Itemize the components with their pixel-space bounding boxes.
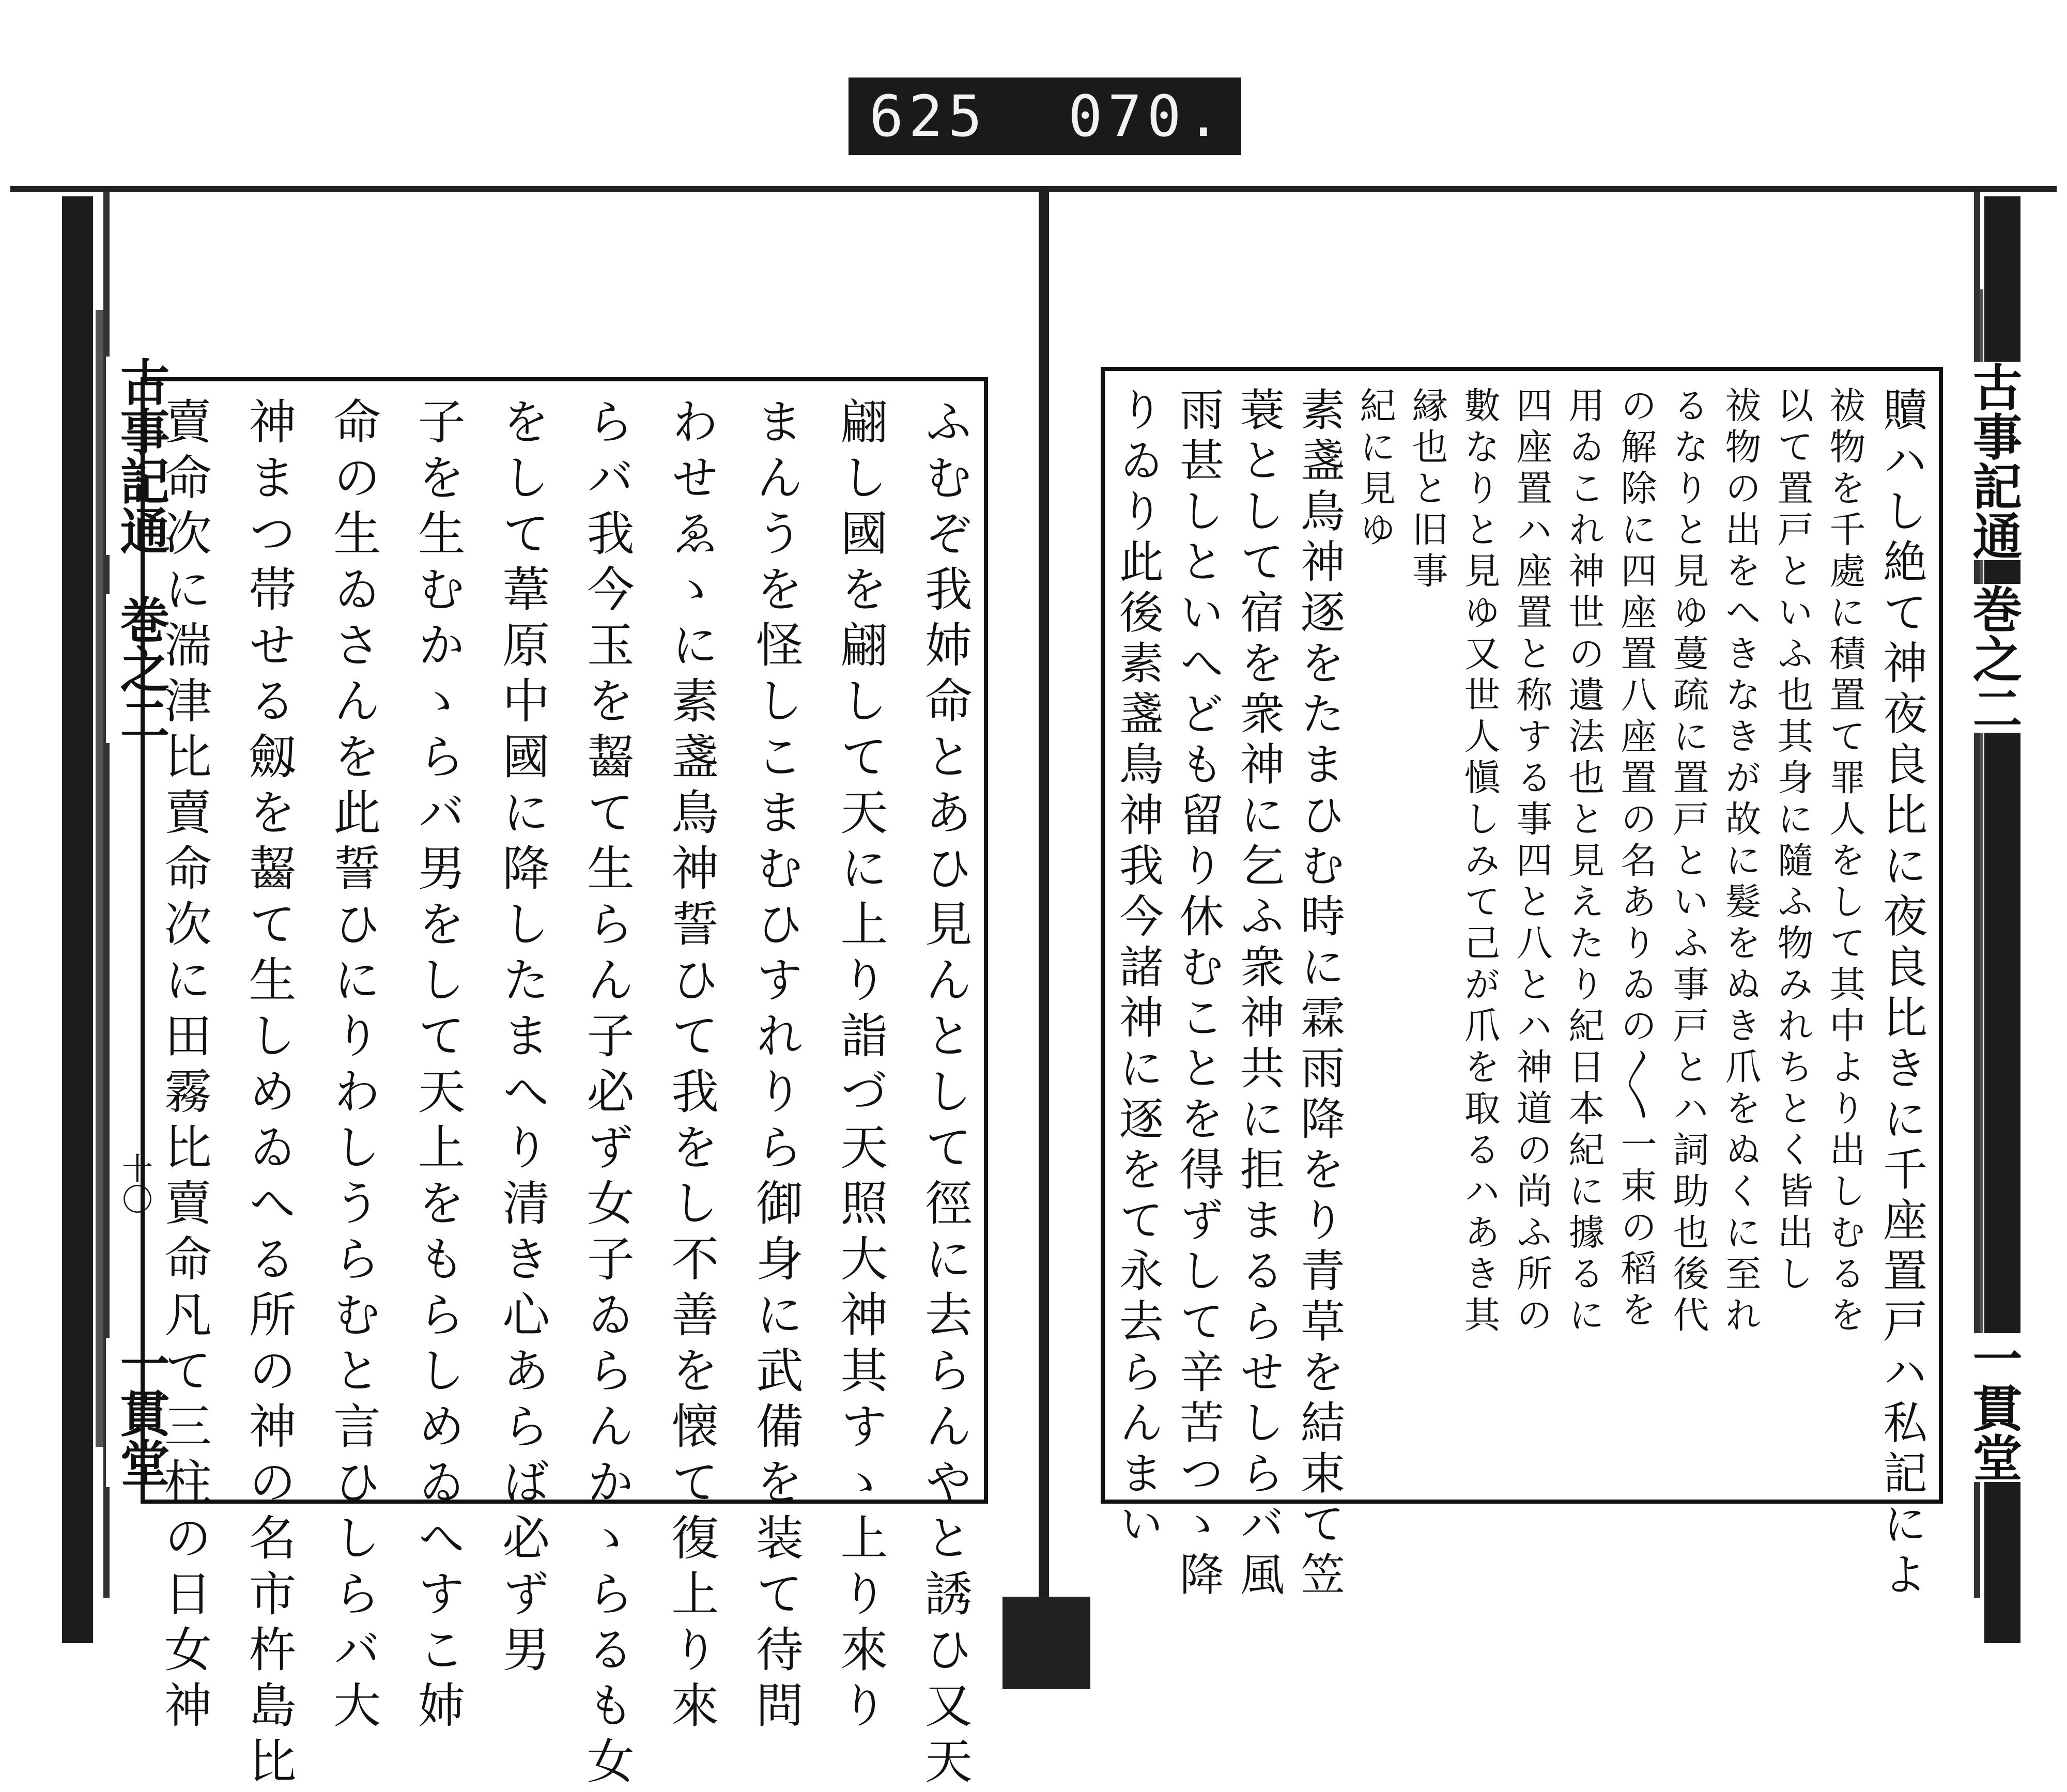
text-column: をして葦原中國に降したまへり清き心あらば必ず男 [495, 397, 550, 1680]
right-text-frame [1101, 367, 1943, 1602]
text-column: わせゑゝに素盞鳥神誓ひて我をし不善を懐て復上り來 [664, 397, 719, 1736]
text-column: まんうを怪しこまむひすれりら御身に武備を装て待問 [748, 397, 804, 1736]
text-column: 贖ハし絶て神夜良比に夜良比きに千座置戸ハ私記によ [1875, 387, 1927, 1602]
text-column: らバ我今玉を齧て生らん子必ず女子ゐらんかゝらるも女 [579, 397, 635, 1792]
right-text-columns [1112, 387, 1927, 1602]
text-column: りゐり此後素盞鳥神我今諸神に逐をて永去らんまい [1112, 387, 1163, 1551]
text-column: 雨甚しといへども留り休むことを得ずして辛苦つゝ降 [1172, 387, 1224, 1602]
text-column: 翩し國を翩して天に上り詣づ天照大神其すゝ上り來り [832, 397, 888, 1736]
spine-base [1002, 1597, 1090, 1689]
text-column: 命の生ゐさんを此誓ひにりわしうらむと言ひしらバ大 [326, 397, 381, 1736]
text-column: 蓑として宿を衆神に乞ふ衆神共に拒まるらせしらバ風 [1232, 387, 1284, 1602]
left-margin-publisher: 一貫堂 [106, 1338, 177, 1487]
left-text-columns [157, 397, 973, 1792]
right-margin-volume: 巻之二 [1958, 584, 2029, 733]
right-margin-publisher: 一貫堂 [1958, 1333, 2029, 1482]
left-margin-volume: 巻之二 [106, 594, 177, 743]
text-column: ふむぞ我姉命とあひ見んとして徑に去らんやと誘ひ又天 [917, 397, 973, 1792]
right-margin-title: 古事記通 [1958, 362, 2029, 560]
book-spine [1039, 186, 1049, 1628]
annotation-column: 數なりと見ゆ又世人愼しみて己が爪を取るハあき其 [1458, 387, 1501, 1337]
book-top-edge [10, 186, 2057, 192]
archive-code-strip [849, 78, 1241, 155]
left-text-frame [141, 377, 988, 1792]
left-margin-title: 古事記通 [106, 357, 177, 555]
annotation-column: 紀に見ゆ [1354, 387, 1396, 552]
text-column: 賣命次に湍津比賣命次に田霧比賣命凡て三柱の日女神 [157, 397, 212, 1736]
left-book-edge [62, 196, 93, 1643]
annotation-column: 用ゐこれ神世の遺法也と見えたり紀日本紀に據るに [1563, 387, 1605, 1337]
annotation-column: 縁也と旧事 [1406, 387, 1448, 593]
annotation-column: 以て置戸といふ也其身に隨ふ物みれちとく皆出し [1771, 387, 1814, 1296]
annotation-column: の解除に四座置八座置の名ありゐの〳〵一束の稻を [1615, 387, 1657, 1332]
archive-code-right: 070. [1068, 83, 1226, 149]
text-column: 神まつ帯せる劔を齧て生しめゐへる所の神の名市杵島比 [241, 397, 297, 1792]
archive-code-left: 625 [869, 83, 988, 149]
text-column: 素盞鳥神逐をたまひむ時に霖雨降をり青草を結束て笠 [1293, 387, 1345, 1602]
annotation-column: 祓物を千處に積置て罪人をして其中より出しむるを [1824, 387, 1866, 1337]
annotation-column: るなりと見ゆ蔓疏に置戸といふ事戸とハ詞助也後代 [1667, 387, 1709, 1337]
text-column: 子を生むかゝらバ男をして天上をもらしめゐへすこ姉 [410, 397, 466, 1736]
left-margin-page-number: 十〇 [113, 1152, 157, 1214]
annotation-column: 祓物の出をへきなきが故に髮をぬき爪をぬくに至れ [1719, 387, 1762, 1337]
annotation-column: 四座置ハ座置と称する事四と八とハ神道の尚ふ所の [1510, 387, 1553, 1337]
